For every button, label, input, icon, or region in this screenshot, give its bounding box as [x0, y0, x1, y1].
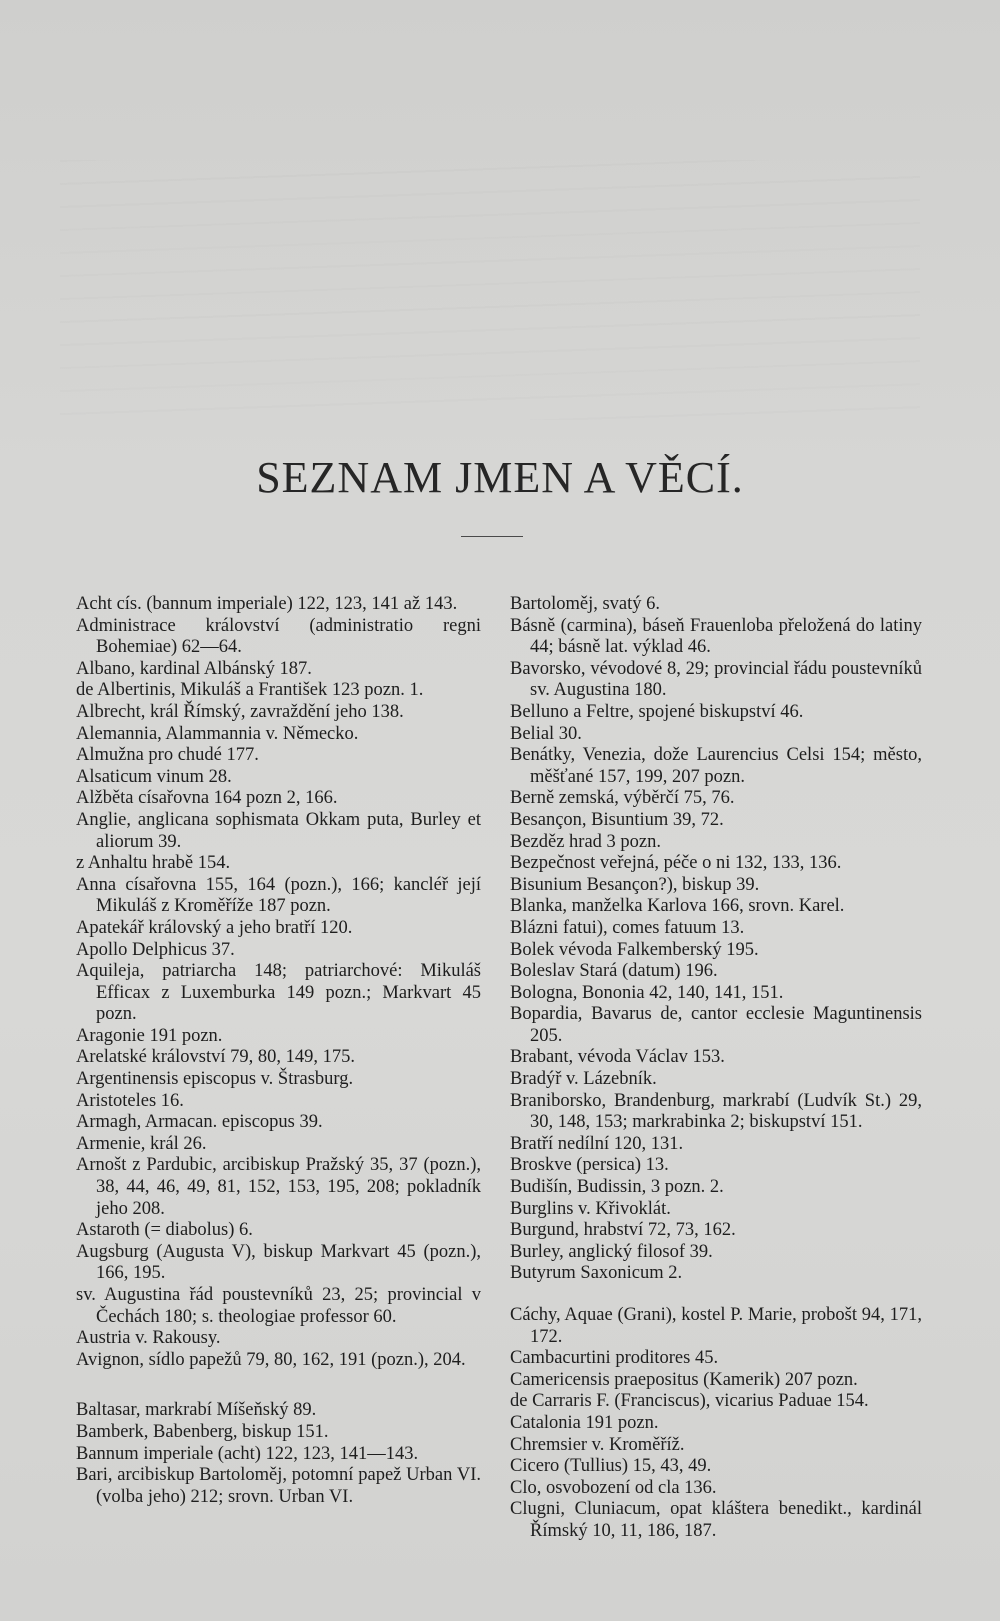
index-entry: Bisunium Besançon?), biskup 39. [510, 874, 760, 895]
index-column-right [510, 594, 922, 1543]
index-entry: Cáchy, Aquae (Grani), kostel P. Marie, probošt 94, 171, 172. [510, 1305, 922, 1347]
index-entry: Apollo Delphicus 37. [76, 939, 235, 960]
index-entry: Bolek vévoda Falkemberský 195. [510, 939, 759, 960]
index-entry: Bologna, Bononia 42, 140, 141, 151. [510, 982, 784, 1003]
index-entry: Alžběta císařovna 164 pozn 2, 166. [76, 788, 338, 809]
index-entry: Austria v. Rakousy. [76, 1328, 221, 1349]
index-entry: Aragonie 191 pozn. [76, 1025, 223, 1046]
index-entry: Arnošt z Pardubic, arcibiskup Pražský 35, 37 (pozn.), 38, 44, 46, 49, 81, 152, 153, 195, 208; pokladník jeho 208. [76, 1155, 481, 1219]
index-entry: Braniborsko, Brandenburg, markrabí (Ludvík St.) 29, 30, 148, 153; markrabinka 2; biskupství 151. [510, 1090, 922, 1133]
index-entry: Almužna pro chudé 177. [76, 745, 259, 766]
index-entry: Clugni, Cluniacum, opat kláštera benedikt., kardinál Římský 10, 11, 186, 187. [510, 1499, 922, 1541]
index-entry: Benátky, Venezia, dože Laurencius Celsi 154; město, měšťané 157, 199, 207 pozn. [510, 745, 922, 787]
page-title: SEZNAM JMEN A VĚCÍ. [256, 453, 744, 502]
index-entry: Astaroth (= diabolus) 6. [76, 1220, 253, 1241]
index-entry: z Anhaltu hrabě 154. [76, 853, 231, 874]
index-entry: Blanka, manželka Karlova 166, srovn. Karel. [510, 896, 845, 917]
index-entry: Baltasar, markrabí Míšeňský 89. [76, 1400, 317, 1421]
index-entry: sv. Augustina řád poustevníků 23, 25; provincial v Čechách 180; s. theologiae professor 60. [76, 1285, 481, 1327]
index-entry: Arelatské království 79, 80, 149, 175. [76, 1047, 355, 1068]
index-entry: Budišín, Budissin, 3 pozn. 2. [510, 1177, 724, 1198]
index-column-left [76, 594, 481, 1508]
index-entry: Avignon, sídlo papežů 79, 80, 162, 191 (pozn.), 204. [76, 1349, 466, 1370]
index-entry: Aquileja, patriarcha 148; patriarchové: Mikuláš Efficax z Luxemburka 149 pozn.; Markvart 45 pozn. [76, 961, 481, 1025]
index-entry: Básně (carmina), báseň Frauenloba přeložená do latiny 44; básně lat. výklad 46. [510, 615, 922, 658]
index-entry: Berně zemská, výběrčí 75, 76. [510, 788, 735, 809]
index-entry: Apatekář královský a jeho bratří 120. [76, 917, 353, 938]
index-entry: Armagh, Armacan. episcopus 39. [76, 1112, 323, 1133]
index-entry: Brabant, vévoda Václav 153. [510, 1047, 725, 1068]
index-entry: Albano, kardinal Albánský 187. [76, 658, 312, 679]
index-entry: Belial 30. [510, 723, 582, 744]
index-entry: Bari, arcibiskup Bartoloměj, potomní papež Urban VI. (volba jeho) 212; srovn. Urban VI. [76, 1465, 481, 1507]
index-entry: Broskve (persica) 13. [510, 1155, 669, 1176]
title-rule [461, 536, 523, 537]
index-entry: Bezpečnost veřejná, péče o ni 132, 133, 136. [510, 853, 842, 874]
index-entry: Burgund, hrabství 72, 73, 162. [510, 1220, 736, 1241]
index-entry: Cicero (Tullius) 15, 43, 49. [510, 1456, 712, 1477]
index-entry: Anna císařovna 155, 164 (pozn.), 166; kancléř její Mikuláš z Kroměříže 187 pozn. [76, 874, 481, 917]
index-entry: Camericensis praepositus (Kamerik) 207 pozn. [510, 1369, 858, 1390]
index-entry: Bamberk, Babenberg, biskup 151. [76, 1421, 329, 1442]
index-entry: Blázni fatui), comes fatuum 13. [510, 917, 745, 938]
index-entry: Albrecht, král Římský, zavraždění jeho 138. [76, 701, 404, 722]
index-entry: Armenie, král 26. [76, 1133, 207, 1154]
index-entry: Chremsier v. Kroměříž. [510, 1434, 685, 1455]
show-through-text [60, 160, 920, 420]
index-entry: Bratří nedílní 120, 131. [510, 1133, 684, 1154]
index-entry: Besançon, Bisuntium 39, 72. [510, 809, 724, 830]
index-entry: Argentinensis episcopus v. Štrasburg. [76, 1069, 354, 1090]
index-entry: Cambacurtini proditores 45. [510, 1348, 719, 1369]
index-entry: Catalonia 191 pozn. [510, 1412, 659, 1433]
index-entry: Anglie, anglicana sophismata Okkam puta, Burley et aliorum 39. [76, 809, 481, 852]
index-entry: Aristoteles 16. [76, 1090, 184, 1111]
index-entry: Butyrum Saxonicum 2. [510, 1263, 683, 1284]
index-entry: de Carraris F. (Franciscus), vicarius Paduae 154. [510, 1391, 869, 1412]
index-entry: Bannum imperiale (acht) 122, 123, 141—143. [76, 1443, 419, 1464]
index-entry: Augsburg (Augusta V), biskup Markvart 45 (pozn.), 166, 195. [76, 1241, 481, 1284]
index-entry: de Albertinis, Mikuláš a František 123 pozn. 1. [76, 680, 424, 701]
index-entry: Burley, anglický filosof 39. [510, 1241, 713, 1262]
index-entry: Alsaticum vinum 28. [76, 766, 232, 787]
index-entry: Bavorsko, vévodové 8, 29; provincial řádu poustevníků sv. Augustina 180. [510, 658, 922, 701]
index-entry: Bradýř v. Lázebník. [510, 1069, 657, 1090]
index-entry: Alemannia, Alammannia v. Německo. [76, 723, 359, 744]
index-entry: Bopardia, Bavarus de, cantor ecclesie Maguntinensis 205. [510, 1004, 922, 1046]
index-entry: Bezděz hrad 3 pozn. [510, 831, 662, 852]
index-entry: Burglins v. Křivoklát. [510, 1198, 671, 1219]
index-entry: Belluno a Feltre, spojené biskupství 46. [510, 701, 804, 722]
index-entry: Administrace království (administratio regni Bohemiae) 62—64. [76, 615, 481, 658]
index-entry: Acht cís. (bannum imperiale) 122, 123, 141 až 143. [76, 594, 458, 614]
index-entry: Clo, osvobození od cla 136. [510, 1477, 717, 1498]
index-entry: Bartoloměj, svatý 6. [510, 594, 661, 614]
index-entry: Boleslav Stará (datum) 196. [510, 961, 718, 982]
